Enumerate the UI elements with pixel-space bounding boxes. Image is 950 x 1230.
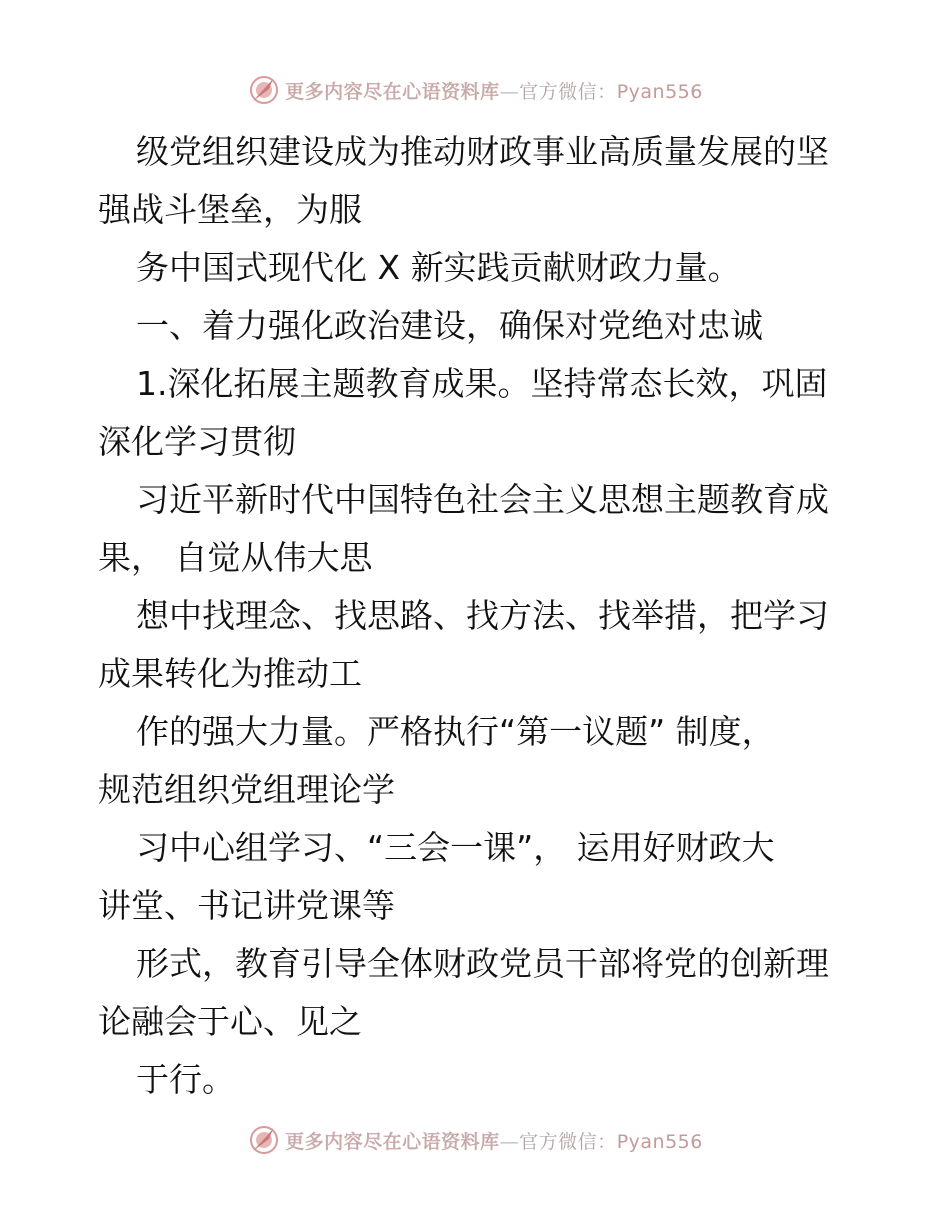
feather-logo-icon: [247, 73, 281, 107]
text-line: 习近平新时代中国特色社会主义思想主题教育成: [136, 480, 829, 519]
text-line: 讲堂、书记讲党课等: [98, 886, 395, 925]
text-line: 想中找理念、找思路、找方法、找举措，把学习: [136, 596, 829, 635]
watermark-id: Pyan556: [616, 80, 703, 103]
document-body: [98, 123, 858, 1109]
section-heading: 一、着力强化政治建设，确保对党绝对忠诚: [136, 306, 763, 345]
watermark-id: Pyan556: [616, 1130, 703, 1153]
watermark-label: 官方微信：: [519, 80, 617, 103]
text-line: 务中国式现代化 X 新实践贡献财政力量。: [136, 248, 741, 287]
text-line: 成果转化为推动工: [98, 654, 362, 693]
footer-watermark: [0, 1122, 950, 1158]
text-line: 于行。: [136, 1060, 235, 1099]
text-line: 形式，教育引导全体财政党员干部将党的创新理: [136, 944, 829, 983]
text-line: 1.深化拓展主题教育成果。坚持常态长效，巩固: [136, 364, 828, 403]
watermark-main-text: 更多内容尽在心语资料库: [285, 80, 500, 103]
header-watermark: [0, 72, 950, 108]
feather-logo-icon: [247, 1123, 281, 1157]
text-line: 规范组织党组理论学: [98, 770, 395, 809]
text-line: 强战斗堡垒，为服: [98, 190, 362, 229]
text-line: 级党组织建设成为推动财政事业高质量发展的坚: [136, 132, 829, 171]
text-line: 深化学习贯彻: [98, 422, 296, 461]
watermark-dash: —: [499, 1130, 520, 1153]
text-line: 果， 自觉从伟大思: [98, 538, 373, 577]
watermark-dash: —: [499, 80, 520, 103]
text-line: 论融会于心、见之: [98, 1002, 362, 1041]
watermark-main-text: 更多内容尽在心语资料库: [285, 1130, 500, 1153]
text-line: 作的强大力量。严格执行“第一议题” 制度，: [136, 712, 775, 751]
text-line: 习中心组学习、“三会一课”， 运用好财政大: [136, 828, 775, 867]
watermark-label: 官方微信：: [519, 1130, 617, 1153]
